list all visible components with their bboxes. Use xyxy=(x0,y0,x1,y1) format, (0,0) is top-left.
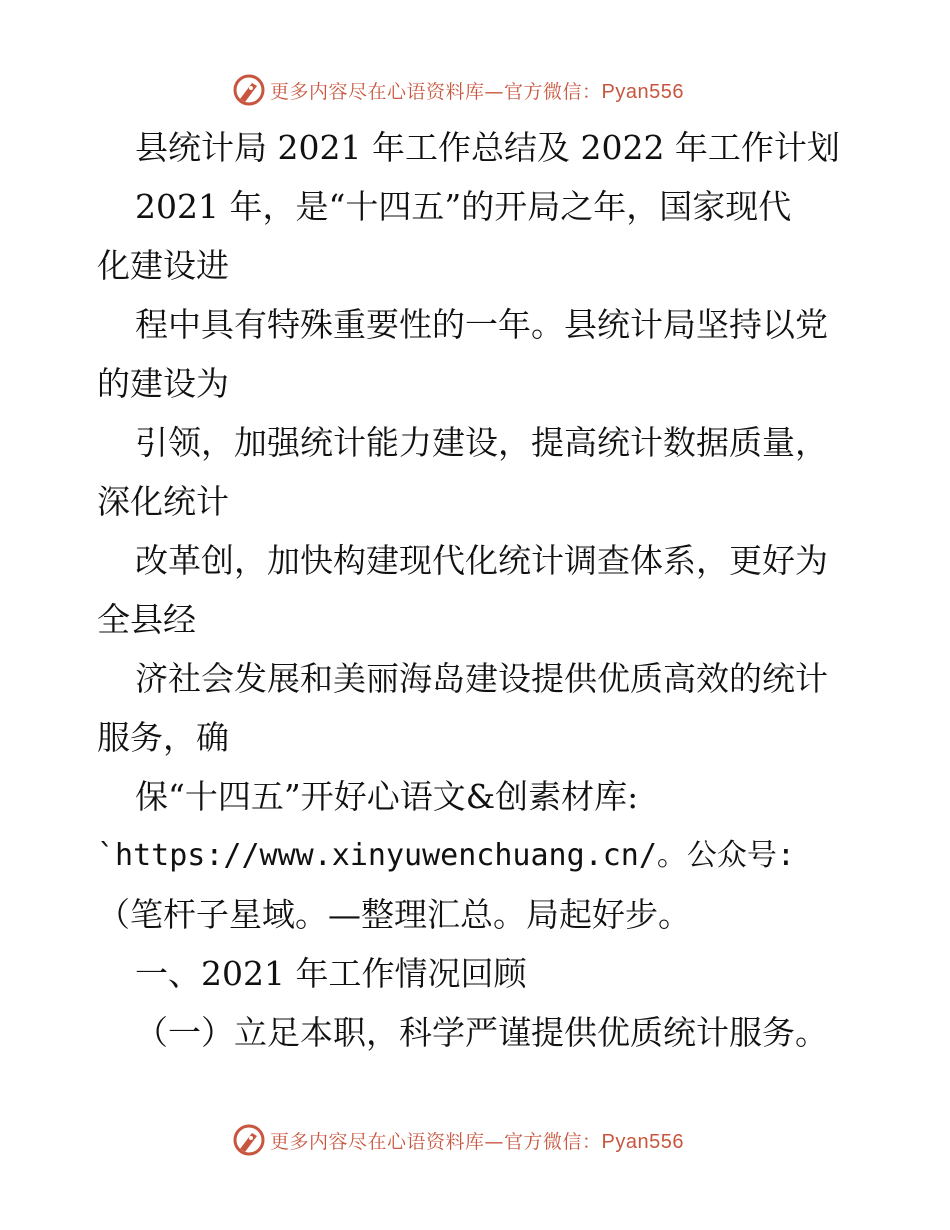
banner-text xyxy=(270,77,684,104)
paragraph-line: 改革创，加快构建现代化统计调查体系，更好为 xyxy=(135,541,828,580)
banner-text xyxy=(270,1127,684,1154)
paragraph-line: 服务，确 xyxy=(97,718,229,757)
pen-nib-circle-icon xyxy=(232,1123,266,1157)
document-body xyxy=(97,118,857,1062)
url-line[interactable]: `https://www.xinyuwenchuang.cn/。公众号: xyxy=(97,838,795,873)
paragraph-line: 程中具有特殊重要性的一年。县统计局坚持以党 xyxy=(135,305,828,344)
pen-nib-circle-icon xyxy=(232,73,266,107)
paragraph-line: 深化统计 xyxy=(97,482,229,521)
document-title: 县统计局 2021 年工作总结及 2022 年工作计划 xyxy=(135,128,840,167)
banner-label: 更多内容尽在心语资料库—官方微信： xyxy=(270,1130,602,1153)
footer-banner[interactable] xyxy=(232,1120,732,1160)
banner-handle: Pyan556 xyxy=(601,80,684,103)
header-banner[interactable] xyxy=(232,70,732,110)
paragraph-line: 2021 年，是“十四五”的开局之年，国家现代 xyxy=(135,187,792,226)
paragraph-line: 化建设进 xyxy=(97,246,229,285)
paragraph-line: 全县经 xyxy=(97,600,196,639)
paragraph-line: 的建设为 xyxy=(97,364,229,403)
subsection-heading: （一）立足本职，科学严谨提供优质统计服务。 xyxy=(135,1013,828,1052)
banner-handle: Pyan556 xyxy=(601,1130,684,1153)
section-heading: 一、2021 年工作情况回顾 xyxy=(135,954,527,993)
banner-label: 更多内容尽在心语资料库—官方微信： xyxy=(270,80,602,103)
paragraph-line: 济社会发展和美丽海岛建设提供优质高效的统计 xyxy=(135,659,828,698)
paragraph-line: （笔杆子星域。—整理汇总。局起好步。 xyxy=(97,895,691,934)
paragraph-line: 引领，加强统计能力建设，提高统计数据质量， xyxy=(135,423,828,462)
paragraph-line: 保“十四五”开好心语文&创素材库: xyxy=(135,777,639,816)
